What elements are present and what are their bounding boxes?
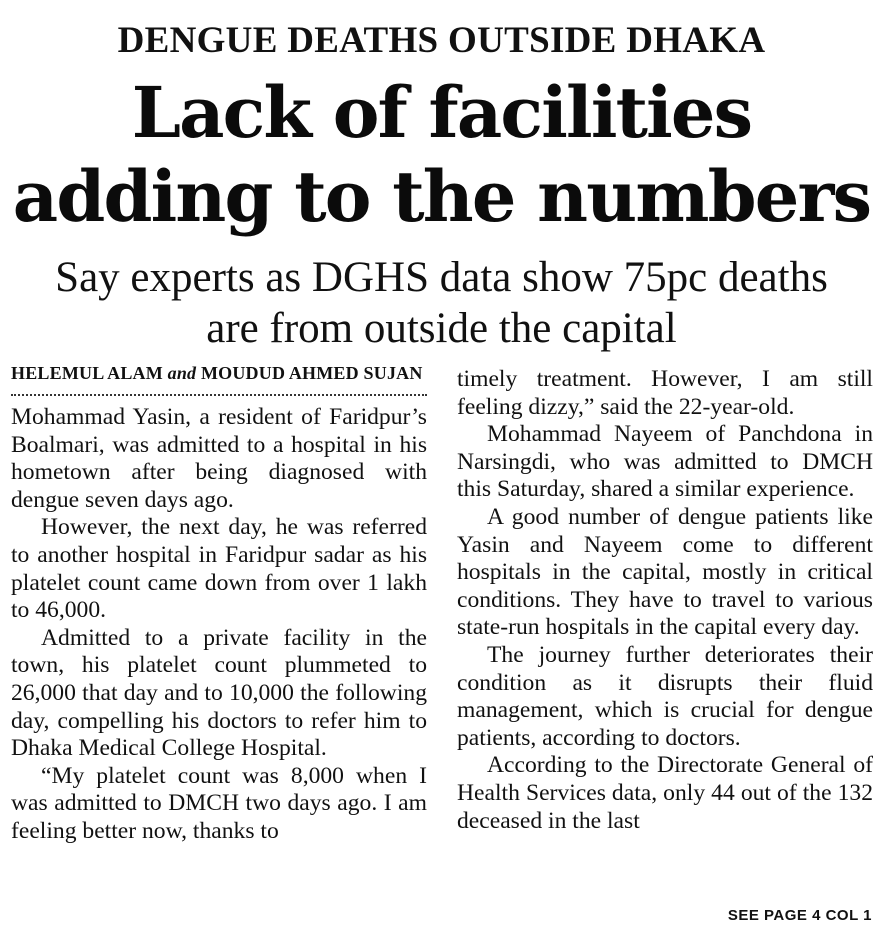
byline: [11, 364, 427, 394]
left-column: [11, 364, 427, 846]
byline-author-1: HELEMUL ALAM: [11, 363, 163, 383]
continued-on-page-note: SEE PAGE 4 COL 1: [727, 907, 872, 924]
paragraph: Mohammad Nayeem of Panchdona in Narsingdi, who was admitted to DMCH this Saturday, shared a similar experience.: [457, 421, 873, 503]
subheadline-line-2: are from outside the capital: [206, 305, 677, 352]
subheadline-line-1: Say experts as DGHS data show 75pc deaths: [55, 254, 828, 301]
paragraph: “My platelet count was 8,000 when I was admitted to DMCH two days ago. I am feeling better now, thanks to: [11, 762, 427, 844]
paragraph: However, the next day, he was referred to another hospital in Faridpur sadar as his platelet count came down from over 1 lakh to 46,000.: [11, 514, 427, 624]
headline-line-1: Lack of facilities: [131, 71, 752, 154]
right-column: [457, 366, 873, 835]
kicker: DENGUE DEATHS OUTSIDE DHAKA: [117, 20, 766, 61]
byline-conjunction: and: [167, 363, 197, 383]
headline-line-2: adding to the numbers: [12, 155, 871, 238]
paragraph: The journey further deteriorates their condition as it disrupts their fluid management, which is crucial for dengue patients, according to doctors.: [457, 641, 873, 751]
paragraph: According to the Directorate General of Health Services data, only 44 out of the 132 deceased in the last: [457, 752, 873, 834]
paragraph: A good number of dengue patients like Yasin and Nayeem come to different hospitals in the capital, mostly in critical conditions. They have to travel to various state-run hospitals in the capital every day.: [457, 503, 873, 641]
byline-author-2: MOUDUD AHMED SUJAN: [200, 363, 423, 383]
paragraph: Admitted to a private facility in the town, his platelet count plummeted to 26,000 that day and to 10,000 the following day, compelling his doctors to refer him to Dhaka Medical College Hospital.: [11, 624, 427, 762]
byline-divider: [11, 394, 427, 396]
paragraph-continued: timely treatment. However, I am still feeling dizzy,” said the 22-year-old.: [457, 366, 873, 420]
paragraph: Mohammad Yasin, a resident of Faridpur’s Boalmari, was admitted to a hospital in his hometown after being diagnosed with dengue seven days ago.: [11, 404, 427, 513]
